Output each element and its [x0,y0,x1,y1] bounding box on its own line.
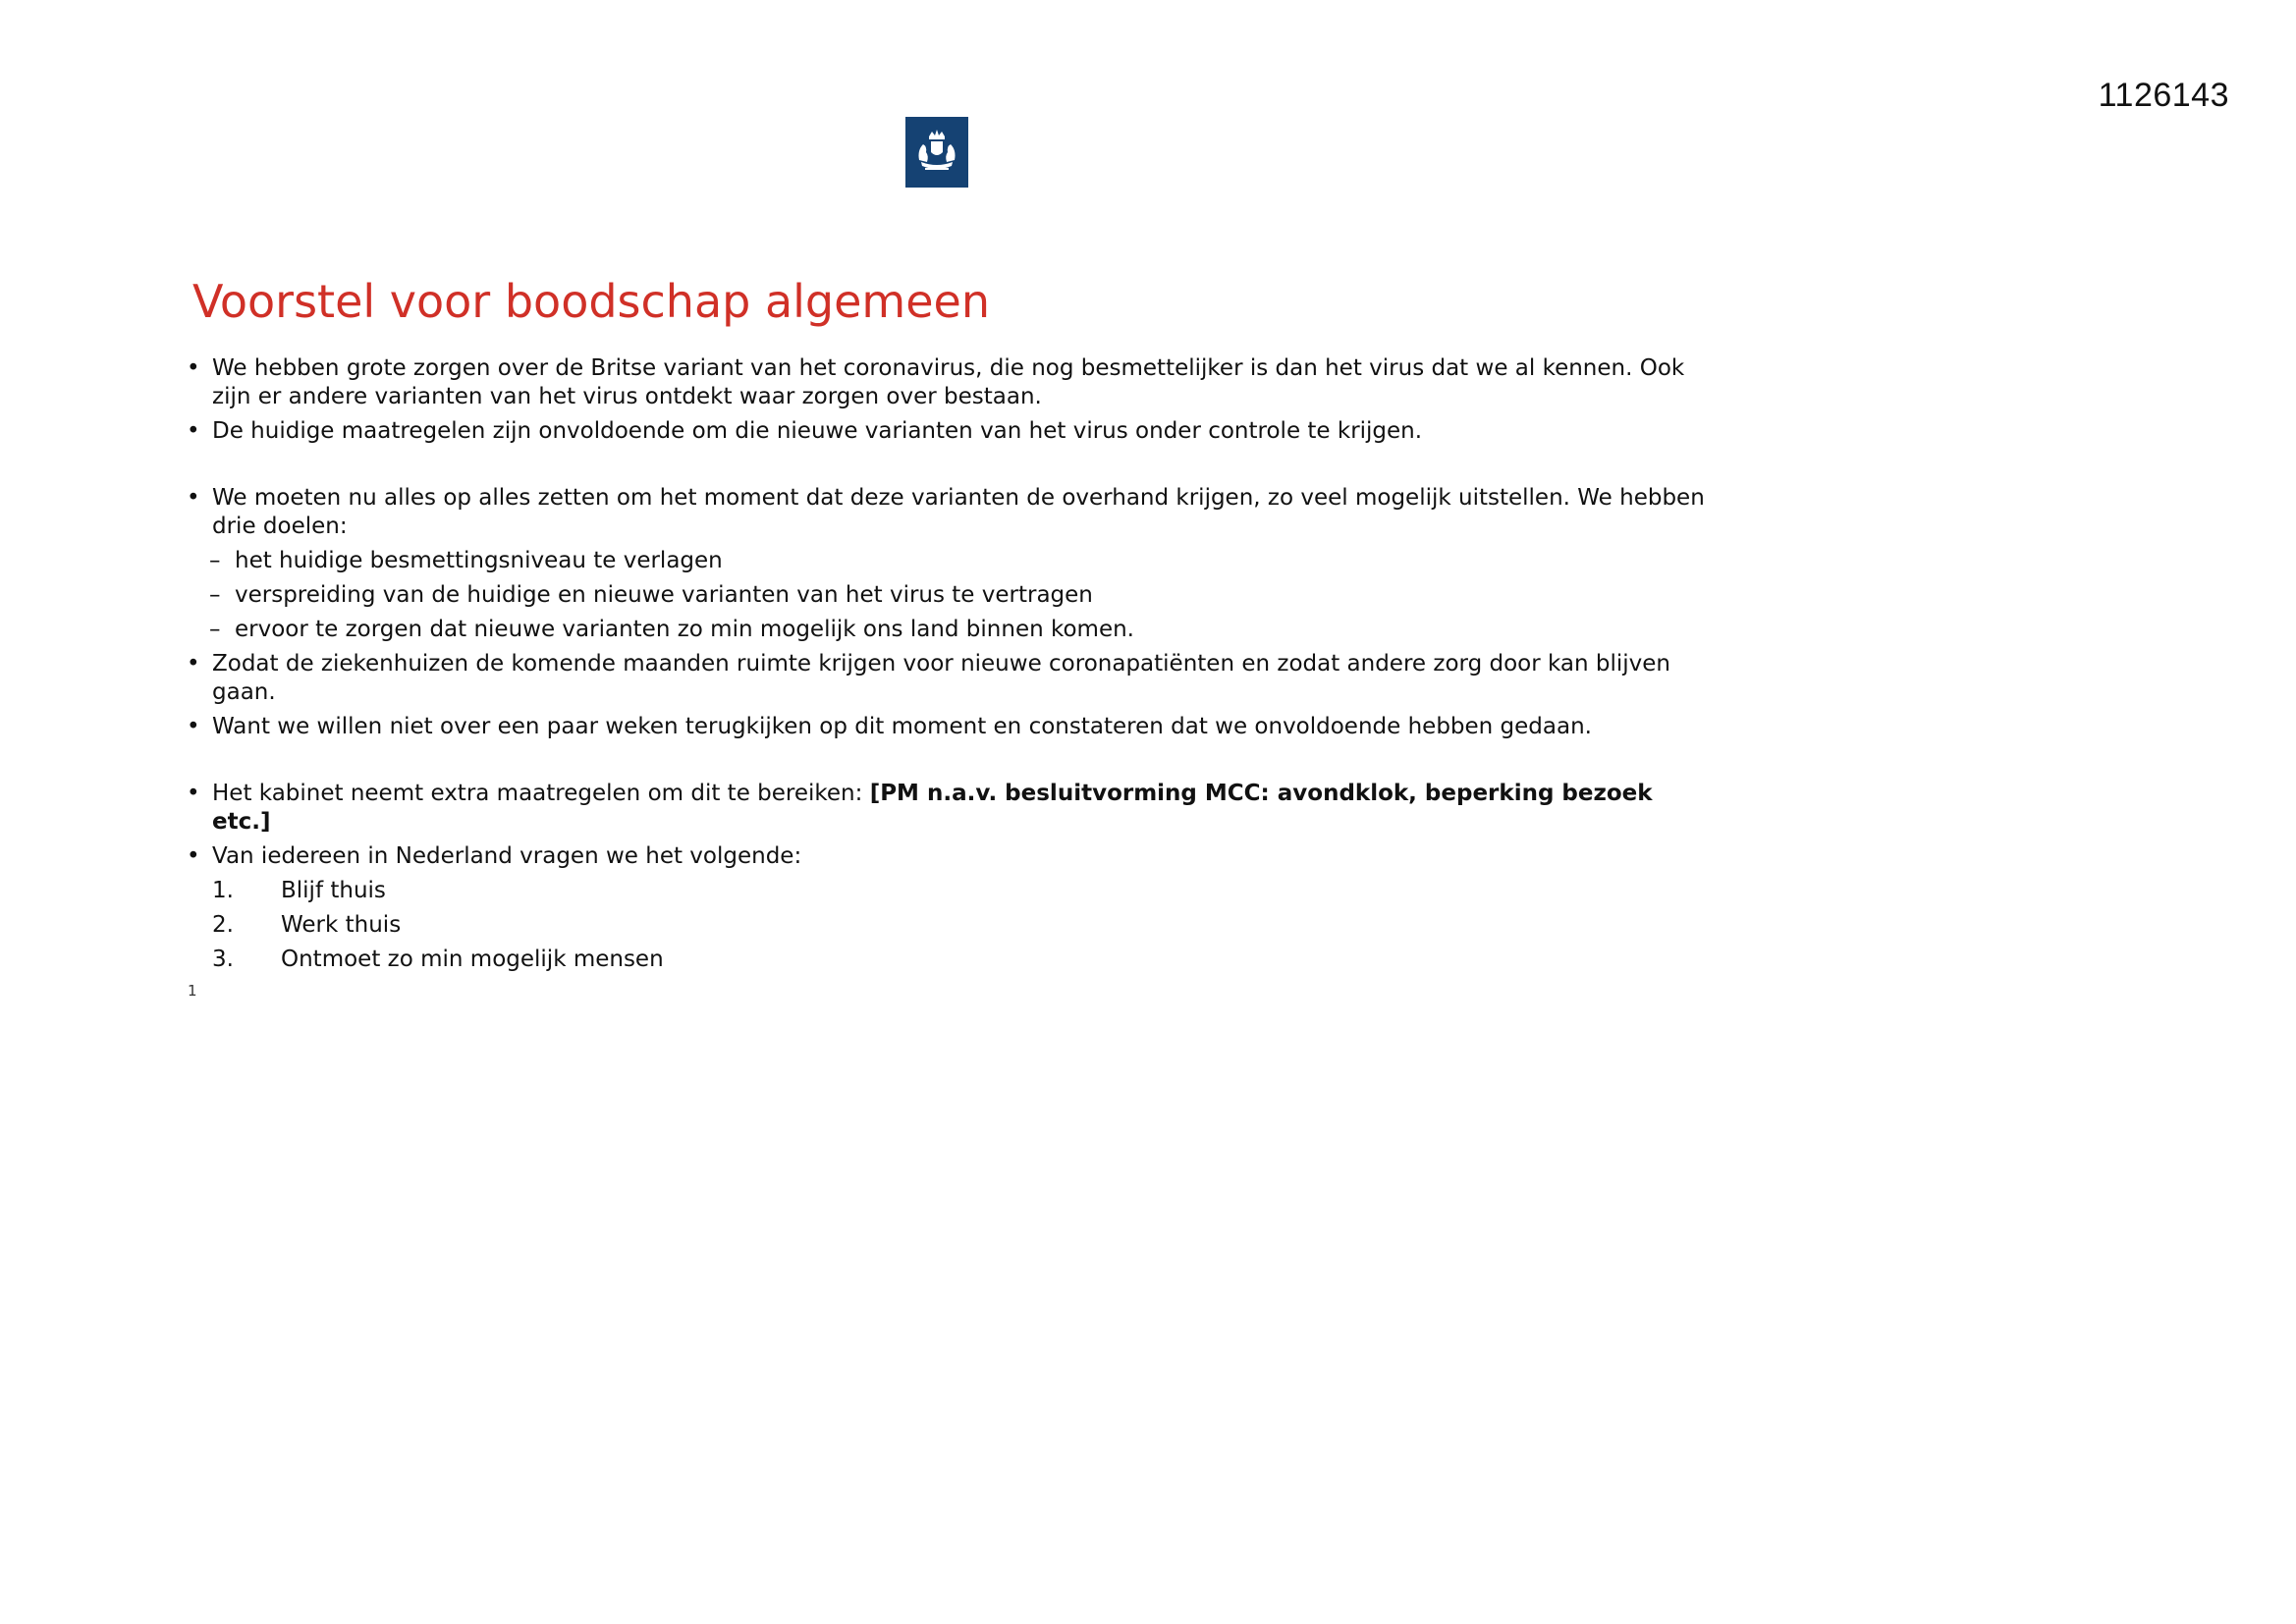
list-item-text [212,780,1719,837]
page-title: Voorstel voor boodschap algemeen [192,275,990,328]
message-body [187,354,1719,980]
goal-item-text: ervoor te zorgen dat nieuwe varianten zo min mogelijk ons land binnen komen. [235,617,1134,642]
list-item [187,713,1719,741]
request-number: 2. [212,912,234,938]
goal-item-text: het huidige besmettingsniveau te verlagen [235,548,723,573]
goal-item [187,547,1719,575]
request-text: Blijf thuis [281,878,386,903]
list-item [187,484,1719,541]
bullet-marker [187,354,212,411]
goal-item-text: verspreiding van de huidige en nieuwe varianten van het virus te vertragen [235,582,1093,608]
dash-marker [187,581,235,610]
bullet-marker [187,484,212,541]
list-item-text: We hebben grote zorgen over de Britse variant van het coronavirus, die nog besmettelijker is dan het virus dat we al kennen. Ook zijn er andere varianten van het virus ontdekt waar zorgen over bestaan. [212,355,1685,409]
document-number: 1126143 [2098,77,2229,114]
page-number: 1 [188,982,197,1000]
measures-placeholder: [PM n.a.v. besluitvorming MCC: avondklok, beperking bezoek etc.] [212,781,1653,835]
list-item [187,780,1719,837]
list-item-text: Van iedereen in Nederland vragen we het volgende: [212,843,802,869]
bullet-marker [187,650,212,707]
request-item [187,877,1719,905]
dash-marker [187,616,235,644]
list-item-text: Zodat de ziekenhuizen de komende maanden ruimte krijgen voor nieuwe coronapatiënten en zodat andere zorg door kan blijven gaan. [212,651,1670,705]
bullet-marker [187,713,212,741]
request-number: 1. [212,878,234,903]
list-item [187,842,1719,871]
list-item-text: We moeten nu alles op alles zetten om het moment dat deze varianten de overhand krijgen, zo veel mogelijk uitstellen. We hebben drie doelen: [212,485,1705,539]
bullet-marker [187,842,212,871]
bullet-marker [187,780,212,837]
dash-marker [187,547,235,575]
list-item-text: Want we willen niet over een paar weken terugkijken op dit moment en constateren dat we onvoldoende hebben gedaan. [212,714,1592,739]
measures-text: Het kabinet neemt extra maatregelen om dit te bereiken: [212,781,870,806]
bullet-marker [187,417,212,446]
request-text: Ontmoet zo min mogelijk mensen [281,947,664,972]
rijksoverheid-logo [905,117,968,188]
request-item [187,946,1719,974]
list-item [187,417,1719,446]
list-item [187,354,1719,411]
goal-item [187,616,1719,644]
request-text: Werk thuis [281,912,402,938]
list-item-text: De huidige maatregelen zijn onvoldoende om die nieuwe varianten van het virus onder controle te krijgen. [212,418,1423,444]
request-item [187,911,1719,940]
royal-coat-of-arms-icon [905,117,968,188]
goal-item [187,581,1719,610]
request-number: 3. [212,947,234,972]
list-item [187,650,1719,707]
